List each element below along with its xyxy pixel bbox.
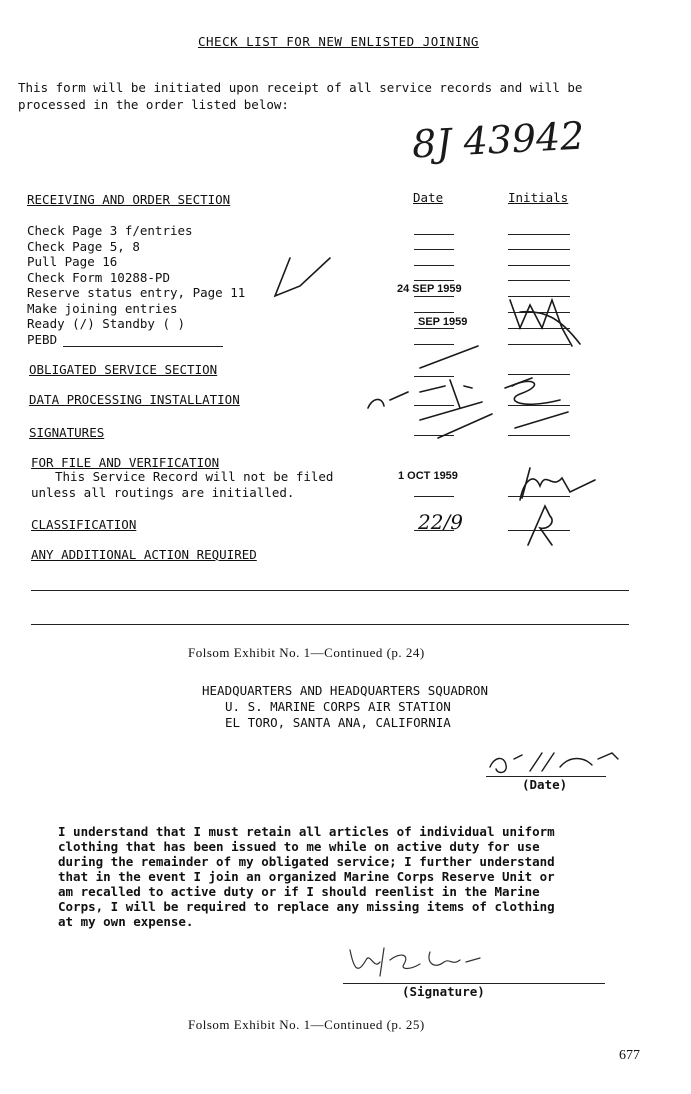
exhibit-caption: Folsom Exhibit No. 1—Continued (p. 25) — [188, 1017, 425, 1032]
statement-line: am recalled to active duty or if I should reenlist in the Marine — [58, 884, 540, 899]
handwritten-service-number: 8J 43942 — [410, 113, 586, 167]
date-stamp: 24 SEP 1959 — [397, 283, 462, 295]
handwritten-classification-date: 22/9 — [418, 510, 463, 534]
statement-line: I understand that I must retain all articles of individual uniform — [58, 824, 555, 839]
statement-line: at my own expense. — [58, 914, 194, 929]
checklist-item: Check Page 5, 8 — [27, 239, 140, 254]
page-title: CHECK LIST FOR NEW ENLISTED JOINING — [198, 34, 479, 49]
letterhead-line-2: U. S. MARINE CORPS AIR STATION — [225, 699, 451, 714]
checklist-item: Check Page 3 f/entries — [27, 223, 193, 238]
signature-image — [340, 940, 500, 986]
file-note-line-2: unless all routings are initialled. — [31, 485, 295, 500]
initials-scribble — [522, 468, 530, 498]
initials-scribble — [510, 300, 572, 346]
handwritten-date-scrawl — [368, 380, 472, 408]
signatures-heading: SIGNATURES — [29, 425, 105, 440]
letterhead-line-1: HEADQUARTERS AND HEADQUARTERS SQUADRON — [202, 683, 488, 698]
statement-line: that in the event I join an organized Marine Corps Reserve Unit or — [58, 869, 555, 884]
diagonal-slash — [420, 402, 482, 420]
checklist-item: Make joining entries — [27, 301, 178, 316]
diagonal-slash — [420, 346, 478, 368]
obligated-service-heading: OBLIGATED SERVICE SECTION — [29, 362, 218, 377]
initials-scribble — [520, 312, 580, 344]
exhibit-caption: Folsom Exhibit No. 1—Continued (p. 24) — [188, 645, 425, 660]
letterhead-line-3: EL TORO, SANTA ANA, CALIFORNIA — [225, 715, 451, 730]
date-stamp: SEP 1959 — [418, 316, 468, 328]
checklist-item: Reserve status entry, Page 11 — [27, 285, 246, 300]
intro-line-1: This form will be initiated upon receipt of all service records and will be — [18, 80, 583, 95]
file-verification-heading: FOR FILE AND VERIFICATION — [31, 455, 220, 470]
checklist-item: Pull Page 16 — [27, 254, 118, 269]
diagonal-slash — [438, 414, 492, 438]
date-label: (Date) — [522, 777, 568, 792]
statement-line: Corps, I will be required to replace any missing items of clothing — [58, 899, 555, 914]
date-stamp: 1 OCT 1959 — [398, 470, 458, 482]
initials-scribble — [505, 378, 532, 388]
page-number: 677 — [619, 1048, 640, 1063]
file-note-line-1: This Service Record will not be filed — [55, 469, 334, 484]
receiving-section-heading: RECEIVING AND ORDER SECTION — [27, 192, 231, 207]
checklist-item: Ready (/) Standby ( ) — [27, 316, 186, 331]
signature-label: (Signature) — [402, 984, 485, 999]
initials-column-header: Initials — [508, 190, 569, 205]
statement-line: clothing that has been issued to me while on active duty for use — [58, 839, 540, 854]
check-mark — [275, 258, 330, 296]
initials-scribble — [528, 506, 552, 545]
date-column-header: Date — [413, 190, 444, 205]
intro-line-2: processed in the order listed below: — [18, 97, 289, 112]
statement-line: during the remainder of my obligated service; I further understand — [58, 854, 555, 869]
diagonal-slash — [515, 412, 568, 428]
classification-heading: CLASSIFICATION — [31, 517, 137, 532]
checklist-item: PEBD — [27, 332, 58, 347]
initials-scribble — [512, 381, 560, 404]
checklist-item: Check Form 10288-PD — [27, 270, 170, 285]
data-processing-heading: DATA PROCESSING INSTALLATION — [29, 392, 240, 407]
additional-action-heading: ANY ADDITIONAL ACTION REQUIRED — [31, 547, 257, 562]
initials-scribble — [520, 478, 595, 500]
